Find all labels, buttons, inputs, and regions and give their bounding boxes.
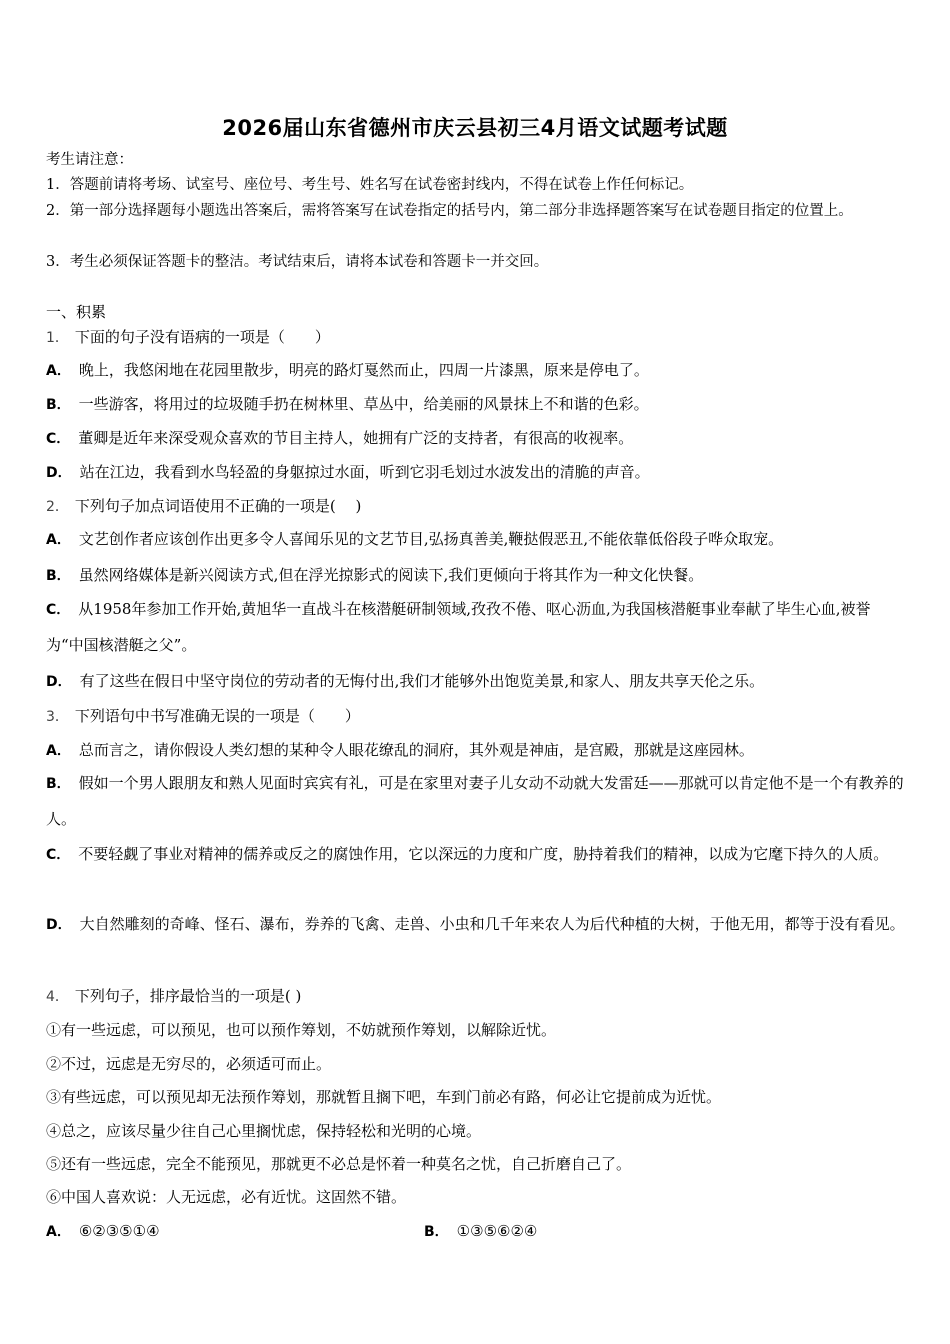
option-letter: D． — [46, 917, 72, 933]
option-text: 站在江边，我看到水鸟轻盈的身躯掠过水面，听到它羽毛划过水波发出的清脆的声音。 — [79, 463, 650, 481]
option-row — [46, 428, 908, 449]
notice-item: 1．答题前请将考场、试室号、座位号、考生号、姓名写在试卷密封线内，不得在试卷上作任何标记。 — [46, 177, 694, 193]
sentence-item: ⑥中国人喜欢说：人无远虑，必有近忧。这固然不错。 — [46, 1188, 407, 1206]
sentence-item: ③有些远虑，可以预见却无法预作筹划，那就暂且搁下吧，车到门前必有路，何必让它提前成为近忧。 — [46, 1088, 722, 1106]
option-letter: A． — [46, 1224, 71, 1240]
option-letter: C． — [46, 431, 71, 447]
option-row — [46, 1221, 908, 1242]
question-stem — [46, 496, 908, 517]
page-title: 2026届山东省德州市庆云县初三4月语文试题考试题 — [222, 116, 728, 140]
option-row — [46, 766, 908, 837]
option-letter: B． — [46, 397, 71, 413]
option-row — [46, 907, 908, 943]
option-text: ①③⑤⑥②④ — [456, 1222, 538, 1240]
sentence-item: ①有一些远虑，可以预见，也可以预作筹划，不妨就预作筹划，以解除近忧。 — [46, 1021, 557, 1039]
option-text: 一些游客，将用过的垃圾随手扔在树林里、草丛中，给美丽的风景抹上不和谐的色彩。 — [78, 395, 649, 413]
option-text: 假如一个男人跟朋友和熟人见面时宾宾有礼，可是在家里对妻子儿女动不动就大发雷廷——那就可以肯定他不是一个有教养的人。 — [46, 774, 904, 828]
sentence-item: ④总之，应该尽量少往自己心里搁忧虑，保持轻松和光明的心境。 — [46, 1122, 482, 1140]
notice-item: 2．第一部分选择题每小题选出答案后，需将答案写在试卷指定的括号内，第二部分非选择题答案写在试卷题目指定的位置上。 — [46, 203, 853, 219]
option-text: 董卿是近年来深受观众喜欢的节目主持人，她拥有广泛的支持者，有很高的收视率。 — [78, 429, 634, 447]
option-row — [46, 837, 908, 873]
option-letter: C． — [46, 847, 71, 863]
sentence-item: ②不过，远虑是无穷尽的，必须适可而止。 — [46, 1055, 332, 1073]
question-number: 3． — [46, 709, 69, 725]
option-row — [46, 360, 908, 381]
option-text: 大自然雕刻的奇峰、怪石、瀑布，券养的飞禽、走兽、小虫和几千年来农人为后代种植的大树，于他无用，都等于没有看见。 — [79, 915, 905, 933]
notice-item: 3．考生必须保证答题卡的整洁。考试结束后，请将本试卷和答题卡一并交回。 — [46, 254, 549, 270]
option-row — [46, 529, 908, 550]
option-text: 虽然网络媒体是新兴阅读方式,但在浮光掠影式的阅读下,我们更倾向于将其作为一种文化快餐。 — [78, 566, 704, 584]
option-text: ⑥②③⑤①④ — [78, 1222, 160, 1240]
question-stem-text: 下列句子加点词语使用不正确的一项是( ) — [74, 497, 362, 515]
option-row — [46, 740, 908, 761]
option-letter: D． — [46, 465, 72, 481]
question-stem — [46, 986, 908, 1007]
question-number: 1． — [46, 330, 69, 346]
option-row — [46, 462, 908, 483]
option-letter: D． — [46, 674, 72, 690]
option-text: 文艺创作者应该创作出更多令人喜闻乐见的文艺节目,弘扬真善美,鞭挞假恶丑,不能依靠低俗段子哗众取宠。 — [78, 530, 784, 548]
question-stem-text: 下面的句子没有语病的一项是（ ） — [74, 328, 330, 346]
question-stem — [46, 327, 908, 348]
question-stem — [46, 706, 908, 727]
option-letter: C． — [46, 602, 71, 618]
option-text: 总而言之，请你假设人类幻想的某种令人眼花缭乱的洞府，其外观是神庙，是宫殿，那就是这座园林。 — [78, 741, 754, 759]
option-row — [46, 671, 908, 692]
question-stem-text: 下列句子，排序最恰当的一项是( ) — [74, 987, 302, 1005]
option-letter: B． — [424, 1224, 449, 1240]
option-text: 晚上，我悠闲地在花园里散步，明亮的路灯戛然而止，四周一片漆黑，原来是停电了。 — [78, 361, 649, 379]
option-row — [46, 565, 908, 586]
section-heading: 一、积累 — [46, 303, 107, 321]
question-stem-text: 下列语句中书写准确无误的一项是（ ） — [74, 707, 360, 725]
option-text: 从1958年参加工作开始,黄旭华一直战斗在核潜艇研制领域,孜孜不倦、呕心沥血,为我国核潜艇事业奉献了毕生心血,被誉为“中国核潜艇之父”。 — [46, 600, 871, 654]
question-number: 2． — [46, 499, 69, 515]
option-row — [46, 394, 908, 415]
option-column — [424, 1221, 537, 1242]
sentence-item: ⑤还有一些远虑，完全不能预见，那就更不必总是怀着一种莫名之忧，自己折磨自己了。 — [46, 1155, 632, 1173]
notice-heading: 考生请注意： — [46, 152, 133, 168]
option-letter: A． — [46, 363, 71, 379]
option-text: 有了这些在假日中坚守岗位的劳动者的无悔付出,我们才能够外出饱览美景,和家人、朋友共享天伦之乐。 — [79, 672, 765, 690]
option-text: 不要轻觑了事业对精神的儒养或反之的腐蚀作用，它以深远的力度和广度，胁持着我们的精神，以成为它麾下持久的人质。 — [78, 845, 889, 863]
option-letter: B． — [46, 776, 71, 792]
option-letter: A． — [46, 532, 71, 548]
option-row — [46, 592, 908, 663]
option-letter: A． — [46, 743, 71, 759]
question-number: 4． — [46, 989, 69, 1005]
option-letter: B． — [46, 568, 71, 584]
